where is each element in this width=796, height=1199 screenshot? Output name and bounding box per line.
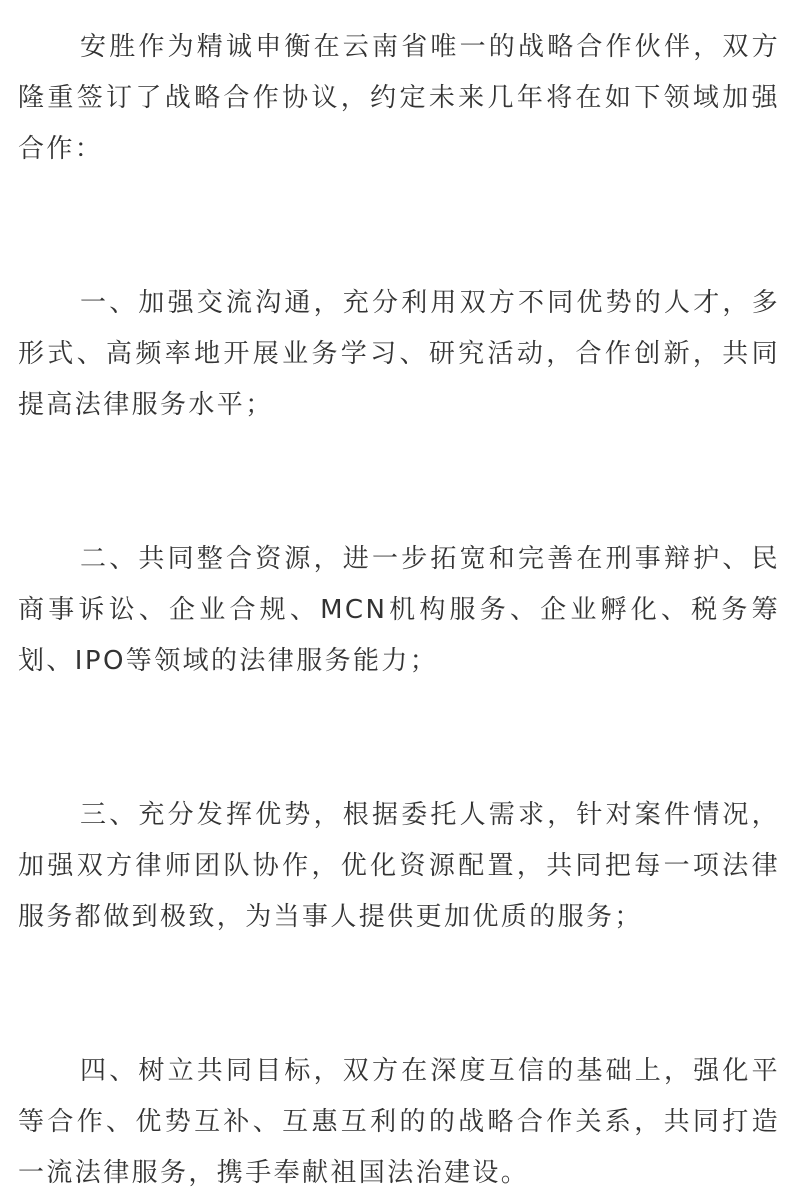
intro-paragraph: 安胜作为精诚申衡在云南省唯一的战略合作伙伴，双方隆重签订了战略合作协议，约定未来几年将在如下领域加强合作： <box>18 32 780 164</box>
paragraph-spacer <box>18 431 780 534</box>
article-body <box>18 22 780 1199</box>
clause-three-paragraph: 三、充分发挥优势，根据委托人需求，针对案件情况，加强双方律师团队协作，优化资源配置，共同把每一项法律服务都做到极致，为当事人提供更加优质的服务； <box>18 800 780 932</box>
clause-two-paragraph: 二、共同整合资源，进一步拓宽和完善在刑事辩护、民商事诉讼、企业合规、MCN机构服务、企业孵化、税务筹划、IPO等领域的法律服务能力； <box>18 544 780 676</box>
clause-one-paragraph: 一、加强交流沟通，充分利用双方不同优势的人才，多形式、高频率地开展业务学习、研究活动，合作创新，共同提高法律服务水平； <box>18 288 780 420</box>
clause-four-paragraph: 四、树立共同目标，双方在深度互信的基础上，强化平等合作、优势互补、互惠互利的的战略合作关系，共同打造一流法律服务，携手奉献祖国法治建设。 <box>18 1056 780 1188</box>
paragraph-spacer <box>18 175 780 278</box>
paragraph-spacer <box>18 687 780 790</box>
paragraph-spacer <box>18 943 780 1046</box>
